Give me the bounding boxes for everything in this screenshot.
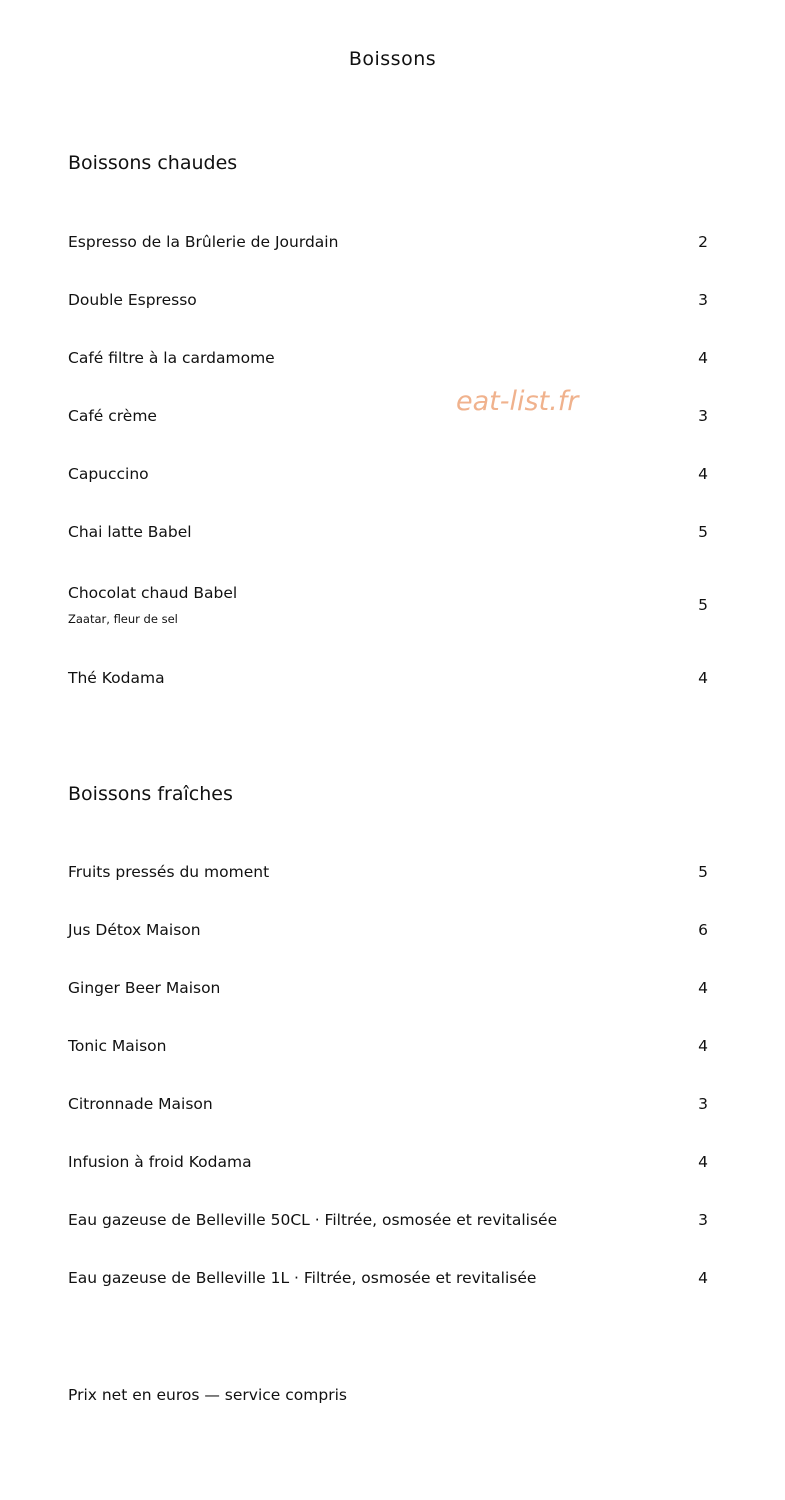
menu-item <box>68 1075 708 1133</box>
item-name: Ginger Beer Maison <box>68 979 221 997</box>
menu-item <box>68 271 708 329</box>
item-name: Citronnade Maison <box>68 1095 213 1113</box>
item-name: Chai latte Babel <box>68 523 192 541</box>
section-heading-hot: Boissons chaudes <box>68 152 238 174</box>
menu-item <box>68 329 708 387</box>
item-description: Zaatar, fleur de sel <box>68 612 178 626</box>
item-name: Capuccino <box>68 465 149 483</box>
item-name: Thé Kodama <box>68 669 165 687</box>
menu-item <box>68 445 708 503</box>
item-price: 4 <box>698 349 708 367</box>
menu-item <box>68 1133 708 1191</box>
cold-drinks-list <box>68 843 708 1307</box>
item-name: Infusion à froid Kodama <box>68 1153 252 1171</box>
menu-item <box>68 213 708 271</box>
page-title: Boissons <box>348 48 437 70</box>
item-name: Fruits pressés du moment <box>68 863 270 881</box>
item-price: 5 <box>698 863 708 881</box>
item-price: 3 <box>698 1211 708 1229</box>
menu-item <box>68 1249 708 1307</box>
item-price: 5 <box>698 596 708 614</box>
item-price: 4 <box>698 1153 708 1171</box>
item-price: 5 <box>698 523 708 541</box>
item-price: 4 <box>698 979 708 997</box>
item-price: 4 <box>698 465 708 483</box>
menu-item <box>68 1017 708 1075</box>
watermark: eat-list.fr <box>456 386 579 417</box>
item-price: 6 <box>698 921 708 939</box>
item-price: 3 <box>698 1095 708 1113</box>
menu-item <box>68 649 708 707</box>
item-name: Tonic Maison <box>68 1037 167 1055</box>
menu-item <box>68 387 708 445</box>
item-price: 3 <box>698 291 708 309</box>
item-name: Jus Détox Maison <box>68 921 201 939</box>
hot-drinks-list <box>68 213 708 707</box>
item-name: Café filtre à la cardamome <box>68 349 275 367</box>
menu-item <box>68 503 708 561</box>
item-name: Eau gazeuse de Belleville 50CL · Filtrée, osmosée et revitalisée <box>68 1211 558 1229</box>
item-name: Espresso de la Brûlerie de Jourdain <box>68 233 339 251</box>
item-name: Eau gazeuse de Belleville 1L · Filtrée, osmosée et revitalisée <box>68 1269 537 1287</box>
item-price: 4 <box>698 1269 708 1287</box>
item-price: 4 <box>698 1037 708 1055</box>
item-price: 4 <box>698 669 708 687</box>
item-name: Café crème <box>68 407 157 425</box>
section-heading-cold: Boissons fraîches <box>68 783 233 805</box>
menu-item <box>68 901 708 959</box>
menu-item <box>68 843 708 901</box>
footer-note: Prix net en euros — service compris <box>68 1386 347 1404</box>
item-price: 3 <box>698 407 708 425</box>
menu-item <box>68 1191 708 1249</box>
item-name: Chocolat chaud Babel <box>68 584 238 602</box>
menu-item <box>68 959 708 1017</box>
item-price: 2 <box>698 233 708 251</box>
menu-item <box>68 561 708 649</box>
item-name: Double Espresso <box>68 291 197 309</box>
